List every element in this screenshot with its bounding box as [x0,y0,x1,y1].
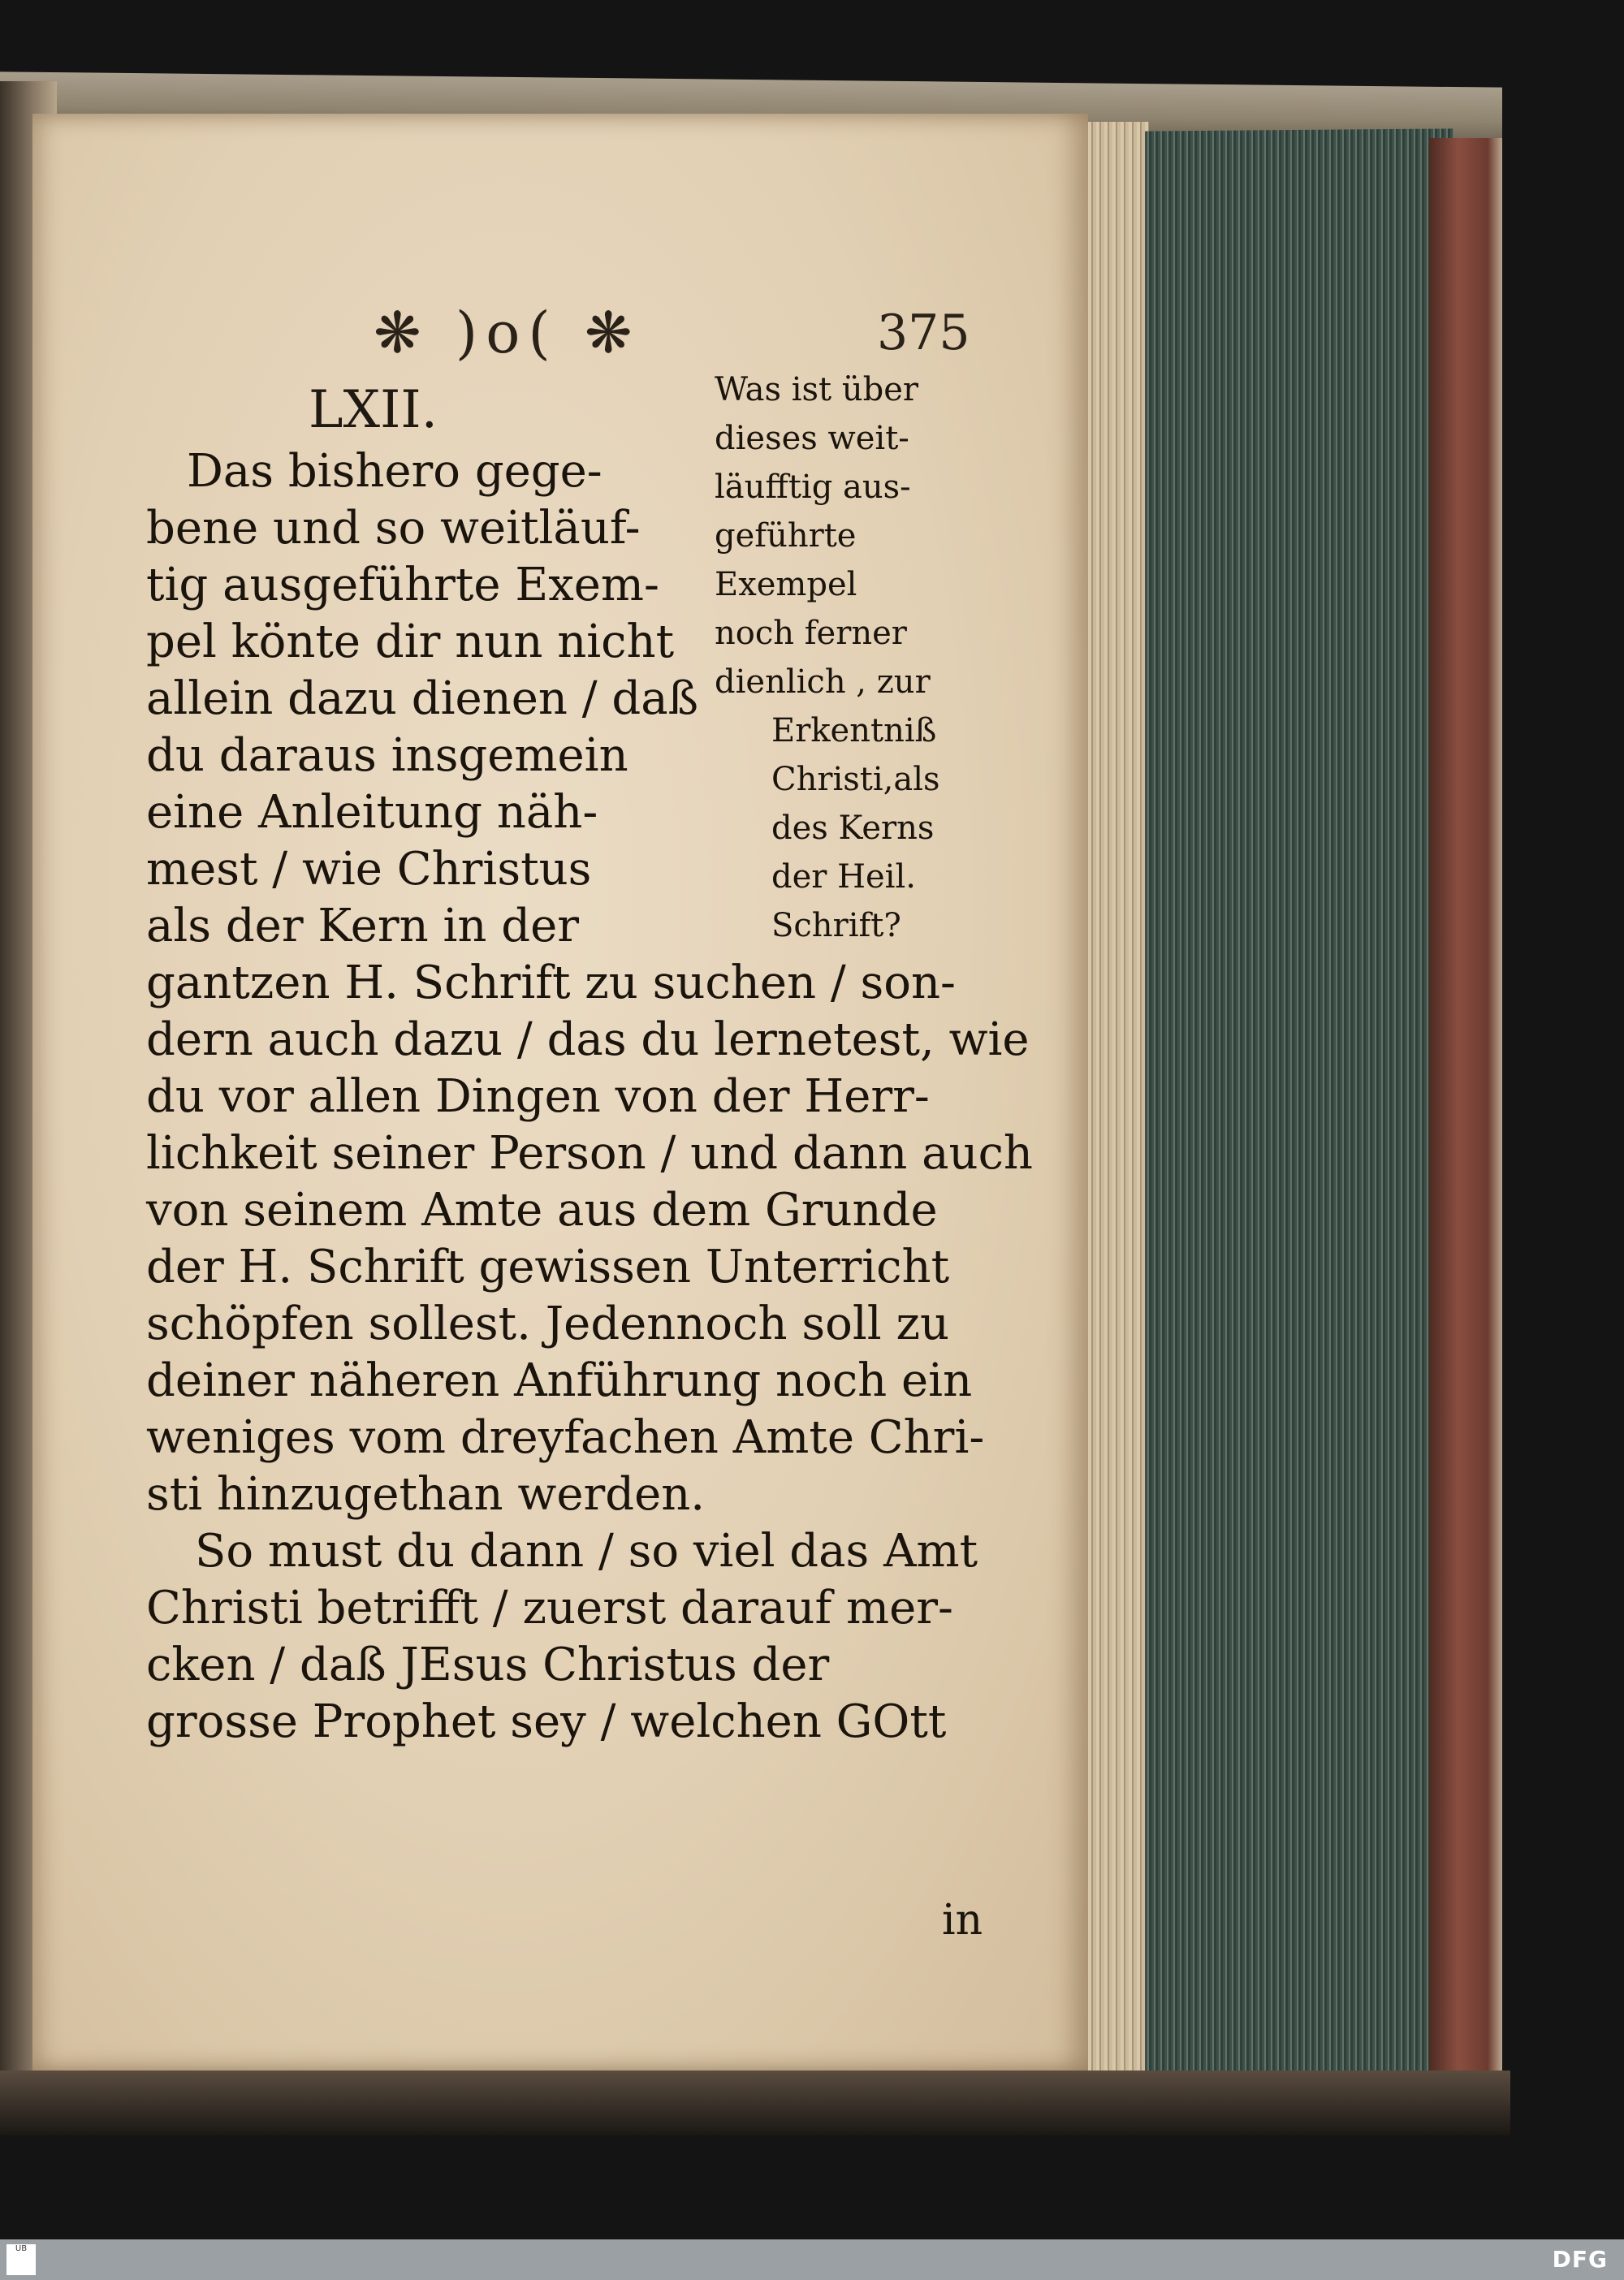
body-line: dern auch dazu / das du lernetest, wie [146,1013,1030,1066]
body-line: Das bishero gege- [187,445,603,498]
page [32,114,1088,2071]
book-block-edge [1145,128,1453,2128]
margin-note-line: Was ist über [715,371,918,408]
page-number: 375 [877,304,970,361]
library-logo-icon: UB [6,2244,36,2275]
margin-note-line: Schrift? [771,907,901,944]
body-line: tig ausgeführte Exem- [146,559,659,611]
body-line: sti hinzugethan werden. [146,1468,706,1521]
body-line: So must du dann / so viel das Amt [195,1525,978,1578]
book-cover-right [1429,138,1502,2111]
body-line: grosse Prophet sey / welchen GOtt [146,1695,947,1748]
body-line: Christi betrifft / zuerst darauf mer- [146,1582,953,1634]
margin-note-line: Erkentniß [771,712,937,749]
body-line: bene und so weitläuf- [146,502,641,555]
dfg-logo: DFG [1552,2246,1608,2273]
catchword: in [942,1896,983,1945]
body-line: lichkeit seiner Person / und dann auch [146,1127,1033,1180]
body-line: als der Kern in der [146,900,580,952]
body-line: du daraus insgemein [146,729,628,782]
body-line: deiner näheren Anführung noch ein [146,1354,973,1407]
body-line: du vor allen Dingen von der Herr- [146,1070,930,1123]
margin-note-line: des Kerns [771,810,935,847]
body-line: pel könte dir nun nicht [146,615,675,668]
margin-note [715,365,940,950]
body-line: der H. Schrift gewissen Unterricht [146,1241,950,1293]
body-line: mest / wie Christus [146,843,592,896]
margin-note-line: Exempel [715,566,857,603]
margin-note-line: läufftig aus- [715,469,911,506]
margin-note-line: dieses weit- [715,420,909,457]
margin-note-line: dienlich , zur [715,663,931,701]
margin-note-line: Christi,als [771,761,940,798]
body-line: allein dazu dienen / daß [146,672,699,725]
body-line: von seinem Amte aus dem Grunde [146,1184,938,1237]
body-line: schöpfen sollest. Jedennoch soll zu [146,1298,950,1350]
chapter-number: LXII. [309,380,438,440]
header-ornament: ❋ )o( ❋ [374,300,641,366]
page-header [32,300,1088,365]
viewer-footer [0,2239,1624,2280]
body-line: weniges vom dreyfachen Amte Chri- [146,1411,985,1464]
margin-note-line: noch ferner [715,615,907,652]
margin-note-line: der Heil. [771,858,916,896]
book-bottom-shadow [0,2071,1510,2135]
body-line: cken / daß JEsus Christus der [146,1639,830,1691]
body-line: eine Anleitung näh- [146,786,598,839]
margin-note-line: geführte [715,517,857,555]
body-line: gantzen H. Schrift zu suchen / son- [146,956,956,1009]
